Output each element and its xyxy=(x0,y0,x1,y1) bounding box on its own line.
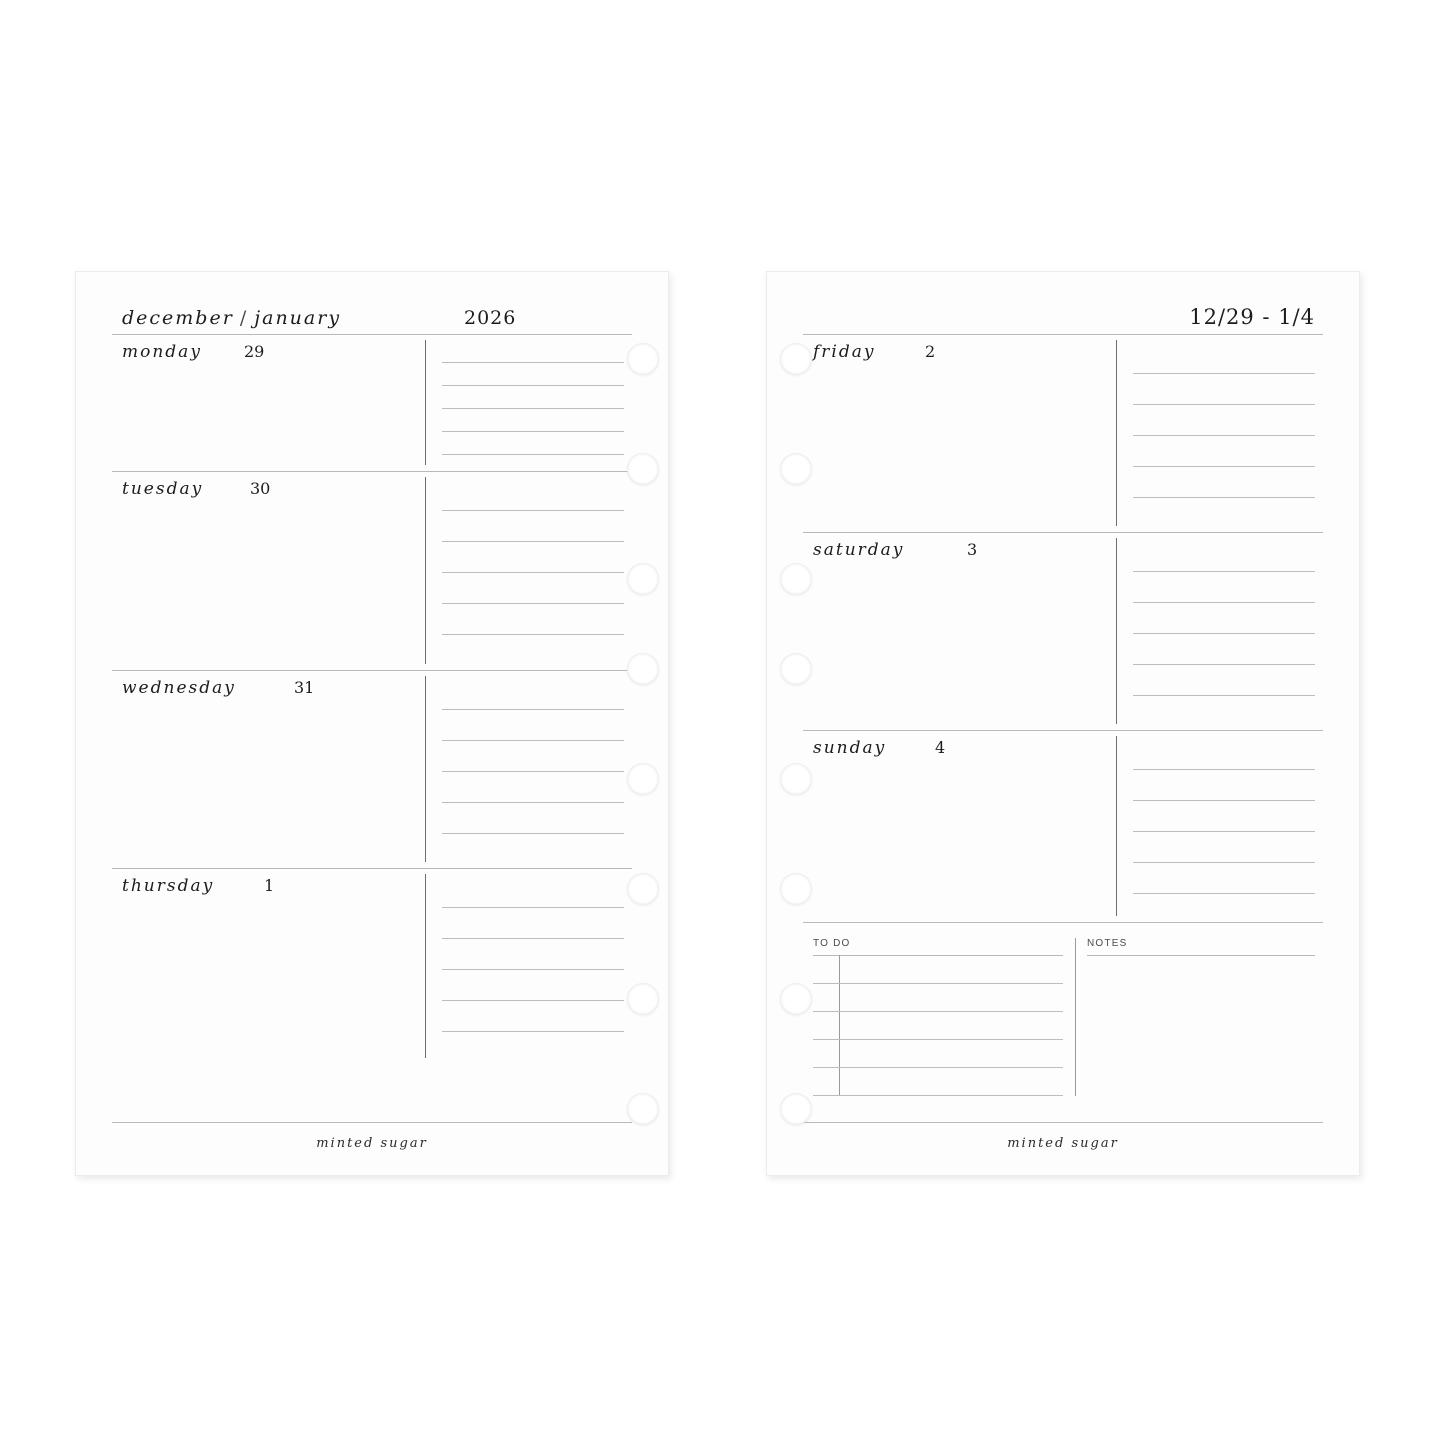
brand-mark: minted sugar xyxy=(316,1136,428,1151)
writing-rule[interactable] xyxy=(442,709,624,710)
footer-divider xyxy=(803,1122,1323,1123)
todo-rule[interactable] xyxy=(813,1095,1063,1096)
punch-hole xyxy=(780,763,812,795)
left-page-punch-holes xyxy=(627,271,667,1174)
writing-rule[interactable] xyxy=(442,634,624,635)
day-block-sunday[interactable] xyxy=(803,730,1323,923)
footer-divider xyxy=(112,1122,632,1123)
punch-hole xyxy=(627,653,659,685)
writing-rule[interactable] xyxy=(1133,893,1315,894)
writing-rule[interactable] xyxy=(442,938,624,939)
day-block-monday[interactable] xyxy=(112,334,632,472)
month-secondary: january xyxy=(254,307,342,329)
writing-rule[interactable] xyxy=(442,907,624,908)
day-label-friday: friday xyxy=(813,342,876,362)
day-block-saturday[interactable] xyxy=(803,532,1323,731)
writing-rule[interactable] xyxy=(1133,633,1315,634)
day-block-friday[interactable] xyxy=(803,334,1323,533)
left-planner-page xyxy=(75,271,669,1176)
month-primary: december xyxy=(122,307,234,329)
punch-hole xyxy=(780,1093,812,1125)
writing-rule[interactable] xyxy=(442,408,624,409)
notes-title: NOTES xyxy=(1087,938,1128,949)
punch-hole xyxy=(780,453,812,485)
day-label-monday: monday xyxy=(122,342,202,362)
writing-rule[interactable] xyxy=(442,572,624,573)
day-label-thursday: thursday xyxy=(122,876,215,896)
writing-rule[interactable] xyxy=(1133,435,1315,436)
punch-hole xyxy=(627,453,659,485)
brand-mark: minted sugar xyxy=(1007,1136,1119,1151)
day-label-sunday: sunday xyxy=(813,738,887,758)
todo-rule[interactable] xyxy=(813,1039,1063,1040)
writing-rule[interactable] xyxy=(442,1000,624,1001)
day-divider xyxy=(1116,736,1117,916)
day-divider xyxy=(425,477,426,664)
notes-top-divider xyxy=(1087,955,1315,956)
writing-rule[interactable] xyxy=(1133,664,1315,665)
todo-checkbox-column-line xyxy=(839,955,840,1096)
writing-rule[interactable] xyxy=(442,603,624,604)
writing-rule[interactable] xyxy=(1133,497,1315,498)
writing-rule[interactable] xyxy=(442,969,624,970)
day-number-thursday: 1 xyxy=(264,876,275,895)
punch-hole xyxy=(780,343,812,375)
writing-rule[interactable] xyxy=(1133,862,1315,863)
writing-rule[interactable] xyxy=(1133,769,1315,770)
writing-rule[interactable] xyxy=(442,362,624,363)
writing-rule[interactable] xyxy=(1133,602,1315,603)
writing-rule[interactable] xyxy=(442,771,624,772)
month-separator: / xyxy=(239,307,249,329)
todo-rule[interactable] xyxy=(813,1067,1063,1068)
punch-hole xyxy=(627,1093,659,1125)
left-page-header xyxy=(112,296,632,335)
day-block-thursday[interactable] xyxy=(112,868,632,1064)
day-divider xyxy=(425,676,426,862)
writing-rule[interactable] xyxy=(442,740,624,741)
writing-rule[interactable] xyxy=(1133,800,1315,801)
punch-hole xyxy=(627,563,659,595)
punch-hole xyxy=(627,983,659,1015)
todo-title: TO DO xyxy=(813,938,851,949)
day-label-saturday: saturday xyxy=(813,540,905,560)
writing-rule[interactable] xyxy=(1133,404,1315,405)
todo-rule[interactable] xyxy=(813,1011,1063,1012)
week-range-label: 12/29 - 1/4 xyxy=(1189,305,1315,329)
day-number-tuesday: 30 xyxy=(250,479,271,498)
day-number-monday: 29 xyxy=(244,342,265,361)
todo-rule[interactable] xyxy=(813,983,1063,984)
writing-rule[interactable] xyxy=(442,802,624,803)
writing-rule[interactable] xyxy=(442,385,624,386)
writing-rule[interactable] xyxy=(442,454,624,455)
notes-section[interactable] xyxy=(1075,938,1315,1096)
day-block-wednesday[interactable] xyxy=(112,670,632,869)
punch-hole xyxy=(780,873,812,905)
notes-left-divider xyxy=(1075,938,1076,1096)
day-label-wednesday: wednesday xyxy=(122,678,236,698)
day-number-sunday: 4 xyxy=(935,738,946,757)
punch-hole xyxy=(780,983,812,1015)
punch-hole xyxy=(627,873,659,905)
writing-rule[interactable] xyxy=(442,431,624,432)
writing-rule[interactable] xyxy=(442,833,624,834)
writing-rule[interactable] xyxy=(1133,695,1315,696)
right-page-header xyxy=(803,296,1323,335)
right-page-punch-holes xyxy=(772,271,812,1174)
writing-rule[interactable] xyxy=(1133,466,1315,467)
writing-rule[interactable] xyxy=(1133,571,1315,572)
writing-rule[interactable] xyxy=(442,1031,624,1032)
day-number-saturday: 3 xyxy=(967,540,978,559)
day-divider xyxy=(1116,538,1117,724)
year-label: 2026 xyxy=(464,307,517,329)
writing-rule[interactable] xyxy=(442,510,624,511)
day-divider xyxy=(425,340,426,465)
punch-hole xyxy=(627,763,659,795)
punch-hole xyxy=(780,653,812,685)
writing-rule[interactable] xyxy=(442,541,624,542)
day-divider xyxy=(425,874,426,1058)
todo-top-divider xyxy=(813,955,1063,956)
day-block-tuesday[interactable] xyxy=(112,471,632,671)
month-title xyxy=(122,307,341,329)
day-number-wednesday: 31 xyxy=(294,678,315,697)
day-divider xyxy=(1116,340,1117,526)
punch-hole xyxy=(627,343,659,375)
day-label-tuesday: tuesday xyxy=(122,479,204,499)
punch-hole xyxy=(780,563,812,595)
day-number-friday: 2 xyxy=(925,342,936,361)
writing-rule[interactable] xyxy=(1133,831,1315,832)
right-planner-page xyxy=(766,271,1360,1176)
todo-section[interactable] xyxy=(813,938,1063,1096)
writing-rule[interactable] xyxy=(1133,373,1315,374)
